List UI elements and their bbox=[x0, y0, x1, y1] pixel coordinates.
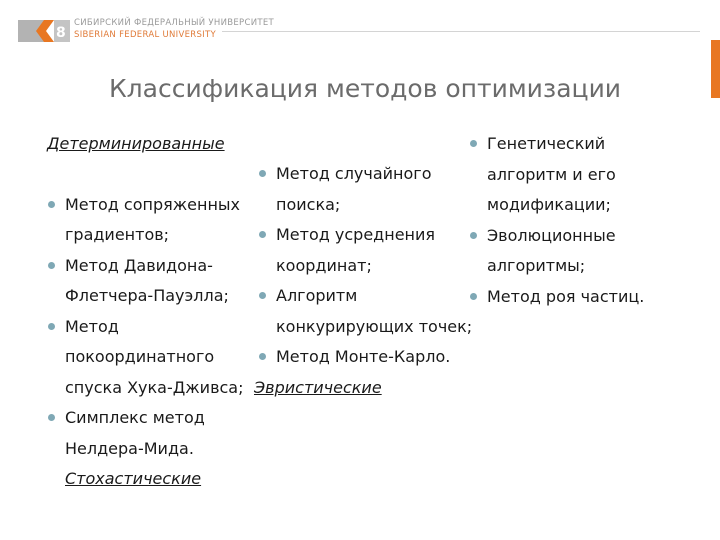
deterministic-heading: Детерминированные bbox=[47, 134, 225, 153]
stochastic-heading: Стохастические bbox=[65, 469, 202, 488]
slide-title: Классификация методов оптимизации bbox=[108, 74, 622, 103]
list-item: Алгоритм конкурирующих точек; bbox=[276, 281, 481, 342]
deterministic-column bbox=[47, 129, 267, 495]
sfu-logo-icon bbox=[18, 18, 70, 44]
svg-text:8: 8 bbox=[56, 25, 66, 41]
list-item: Метод усреднения координат; bbox=[276, 220, 481, 281]
list-item: Метод роя частиц. bbox=[487, 282, 682, 313]
stochastic-list bbox=[276, 159, 481, 373]
list-item: Метод Монте-Карло. bbox=[276, 342, 481, 373]
list-item: Метод сопряженных градиентов; bbox=[65, 190, 267, 251]
deterministic-list bbox=[47, 190, 267, 465]
list-item: Метод покоординатного спуска Хука-Дживса; bbox=[65, 312, 267, 404]
university-name-ru: СИБИРСКИЙ ФЕДЕРАЛЬНЫЙ УНИВЕРСИТЕТ bbox=[74, 18, 275, 28]
university-name bbox=[74, 17, 274, 41]
stochastic-column bbox=[254, 159, 481, 403]
university-name-en: SIBERIAN FEDERAL UNIVERSITY bbox=[74, 30, 216, 40]
list-item: Метод Давидона-Флетчера-Пауэлла; bbox=[65, 251, 267, 312]
heuristic-column bbox=[487, 129, 682, 312]
list-item: Генетический алгоритм и его модификации; bbox=[487, 129, 682, 221]
heuristic-heading: Эвристические bbox=[254, 377, 382, 397]
list-item: Симплекс метод Нелдера-Мида. bbox=[65, 403, 267, 464]
header-divider bbox=[222, 31, 700, 32]
list-item: Метод случайного поиска; bbox=[276, 159, 481, 220]
heuristic-list bbox=[487, 129, 682, 312]
list-item: Эволюционные алгоритмы; bbox=[487, 221, 682, 282]
